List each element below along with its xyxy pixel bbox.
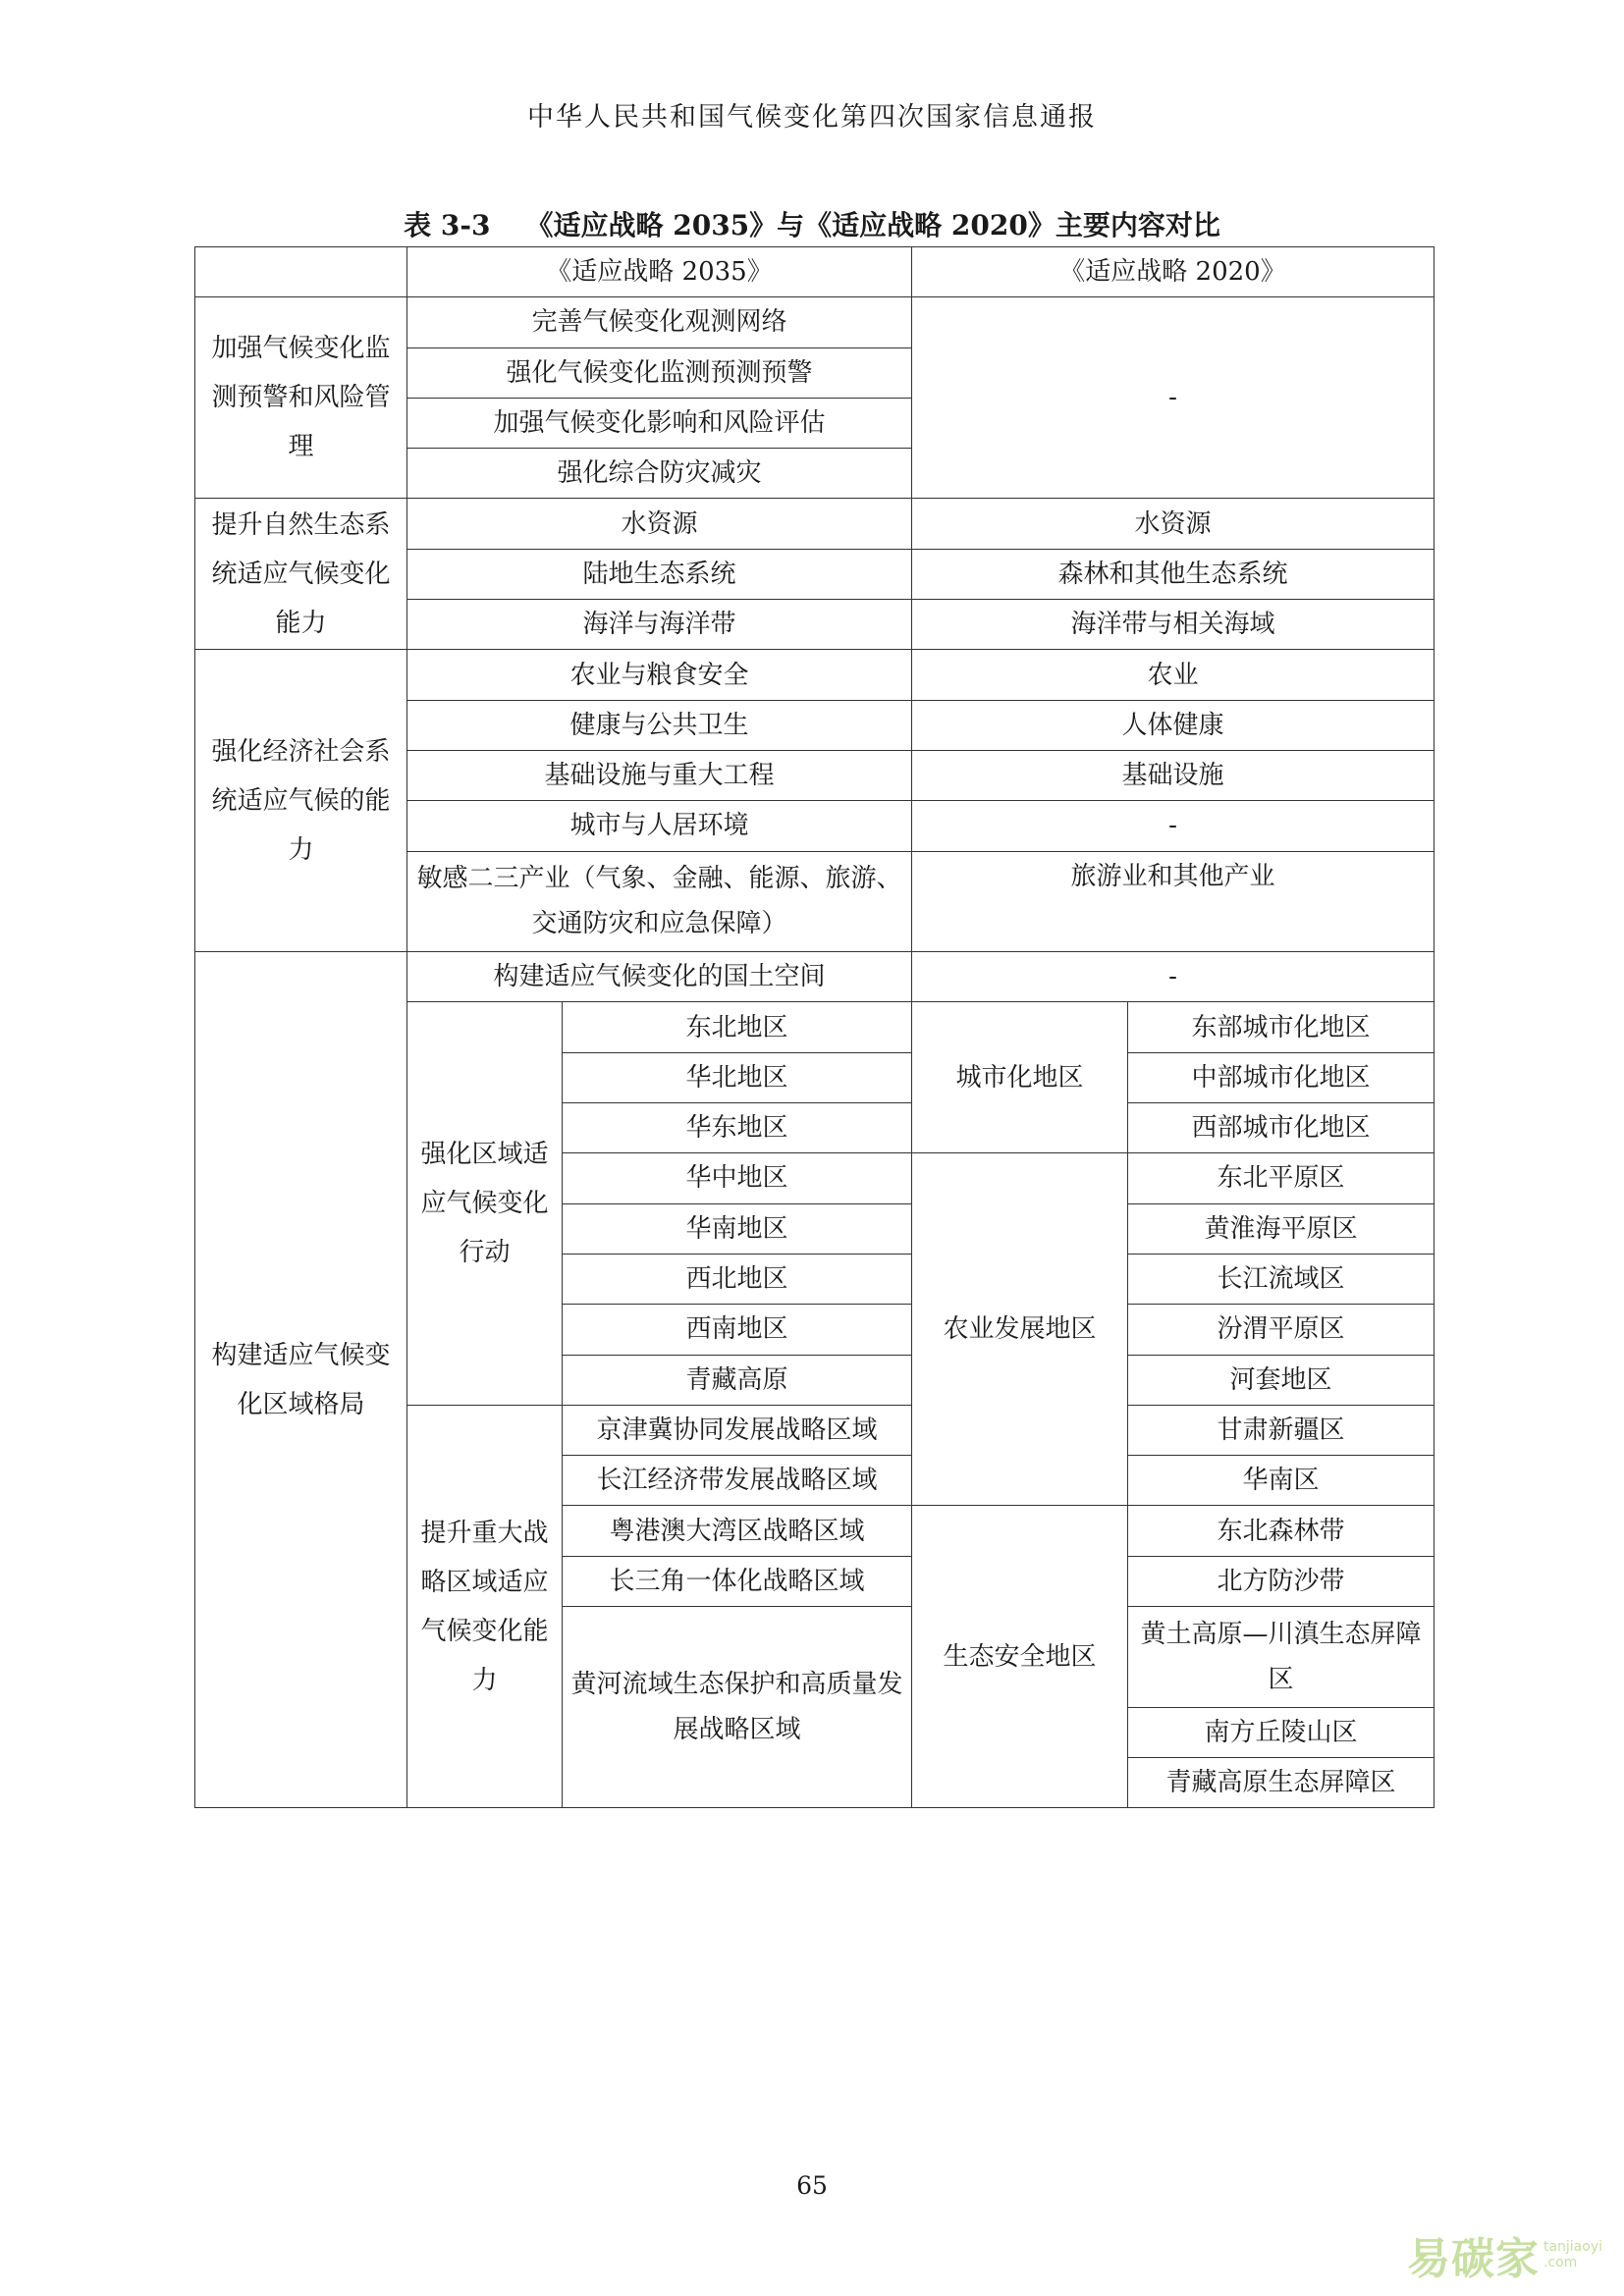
region-cell: 华东地区 bbox=[563, 1103, 912, 1153]
zone-cell: 生态安全地区 bbox=[912, 1506, 1128, 1808]
watermark-text: 易碳家 bbox=[1406, 2234, 1540, 2284]
zone-item-cell: 青藏高原生态屏障区 bbox=[1128, 1757, 1435, 1807]
zone-item-cell: 黄土高原—川滇生态屏障区 bbox=[1128, 1607, 1435, 1708]
category-cell: 构建适应气候变化区域格局 bbox=[195, 952, 407, 1808]
subcategory-cell: 强化区域适应气候变化行动 bbox=[407, 1002, 563, 1405]
cell-2020: 人体健康 bbox=[912, 700, 1435, 750]
region-cell: 青藏高原 bbox=[563, 1355, 912, 1405]
zone-item-cell: 汾渭平原区 bbox=[1128, 1305, 1435, 1355]
cell-2020: 基础设施 bbox=[912, 750, 1435, 800]
table-caption bbox=[0, 204, 1624, 243]
zone-item-cell: 北方防沙带 bbox=[1128, 1556, 1435, 1606]
comparison-table bbox=[194, 246, 1435, 1808]
cell-2035: 农业与粮食安全 bbox=[407, 650, 912, 700]
cell-2035: 基础设施与重大工程 bbox=[407, 750, 912, 800]
region-cell: 西北地区 bbox=[563, 1254, 912, 1304]
cell-2020: - bbox=[912, 297, 1435, 499]
zone-item-cell: 东北平原区 bbox=[1128, 1153, 1435, 1203]
cell-2035: 强化综合防灾减灾 bbox=[407, 449, 912, 499]
table-title: 《适应战略 2035》与《适应战略 2020》主要内容对比 bbox=[525, 209, 1220, 241]
zone-item-cell: 黄淮海平原区 bbox=[1128, 1203, 1435, 1254]
region-cell: 华南地区 bbox=[563, 1203, 912, 1254]
table-number: 表 3-3 bbox=[404, 209, 491, 241]
zone-item-cell: 甘肃新疆区 bbox=[1128, 1405, 1435, 1455]
zone-item-cell: 华南区 bbox=[1128, 1456, 1435, 1506]
region-cell: 京津冀协同发展战略区域 bbox=[563, 1405, 912, 1455]
region-cell: 华北地区 bbox=[563, 1052, 912, 1102]
zone-item-cell: 南方丘陵山区 bbox=[1128, 1707, 1435, 1757]
category-cell: 提升自然生态系统适应气候变化能力 bbox=[195, 499, 407, 650]
zone-cell: 农业发展地区 bbox=[912, 1153, 1128, 1506]
cell-2020: 水资源 bbox=[912, 499, 1435, 549]
zone-item-cell: 西部城市化地区 bbox=[1128, 1103, 1435, 1153]
cell-2035: 构建适应气候变化的国土空间 bbox=[407, 952, 912, 1002]
zone-item-cell: 东北森林带 bbox=[1128, 1506, 1435, 1556]
cell-2035: 健康与公共卫生 bbox=[407, 700, 912, 750]
header-cell-2035: 《适应战略 2035》 bbox=[407, 247, 912, 297]
category-cell: 强化经济社会系统适应气候的能力 bbox=[195, 650, 407, 952]
cell-2035: 水资源 bbox=[407, 499, 912, 549]
header-cell-blank bbox=[195, 247, 407, 297]
cell-2020: 森林和其他生态系统 bbox=[912, 549, 1435, 599]
cell-2020: 农业 bbox=[912, 650, 1435, 700]
watermark-domain: tanjiaoyi .com bbox=[1543, 2239, 1602, 2270]
running-header: 中华人民共和国气候变化第四次国家信息通报 bbox=[527, 102, 1097, 133]
region-cell: 长三角一体化战略区域 bbox=[563, 1556, 912, 1606]
cell-2035: 敏感二三产业（气象、金融、能源、旅游、交通防灾和应急保障） bbox=[407, 851, 912, 952]
page-number: 65 bbox=[796, 2171, 828, 2200]
cell-2020: 海洋带与相关海域 bbox=[912, 600, 1435, 650]
region-cell: 东北地区 bbox=[563, 1002, 912, 1052]
zone-item-cell: 中部城市化地区 bbox=[1128, 1052, 1435, 1102]
region-cell: 西南地区 bbox=[563, 1305, 912, 1355]
zone-item-cell: 河套地区 bbox=[1128, 1355, 1435, 1405]
cell-2020: 旅游业和其他产业 bbox=[912, 851, 1435, 952]
zone-item-cell: 东部城市化地区 bbox=[1128, 1002, 1435, 1052]
region-cell: 长江经济带发展战略区域 bbox=[563, 1456, 912, 1506]
cell-2020: - bbox=[912, 801, 1435, 851]
category-cell: 加强气候变化监测预警和风险管理 bbox=[195, 297, 407, 499]
header-cell-2020: 《适应战略 2020》 bbox=[912, 247, 1435, 297]
cell-2035: 海洋与海洋带 bbox=[407, 600, 912, 650]
cell-2020: - bbox=[912, 952, 1435, 1002]
cell-2035: 陆地生态系统 bbox=[407, 549, 912, 599]
region-cell: 黄河流域生态保护和高质量发展战略区域 bbox=[563, 1607, 912, 1808]
zone-item-cell: 长江流域区 bbox=[1128, 1254, 1435, 1304]
subcategory-cell: 提升重大战略区域适应气候变化能力 bbox=[407, 1405, 563, 1807]
cell-2035: 加强气候变化影响和风险评估 bbox=[407, 398, 912, 448]
cell-2035: 强化气候变化监测预测预警 bbox=[407, 347, 912, 398]
region-cell: 华中地区 bbox=[563, 1153, 912, 1203]
zone-cell: 城市化地区 bbox=[912, 1002, 1128, 1153]
cell-2035: 完善气候变化观测网络 bbox=[407, 297, 912, 347]
region-cell: 粤港澳大湾区战略区域 bbox=[563, 1506, 912, 1556]
watermark-logo bbox=[1407, 2223, 1602, 2286]
cell-2035: 城市与人居环境 bbox=[407, 801, 912, 851]
